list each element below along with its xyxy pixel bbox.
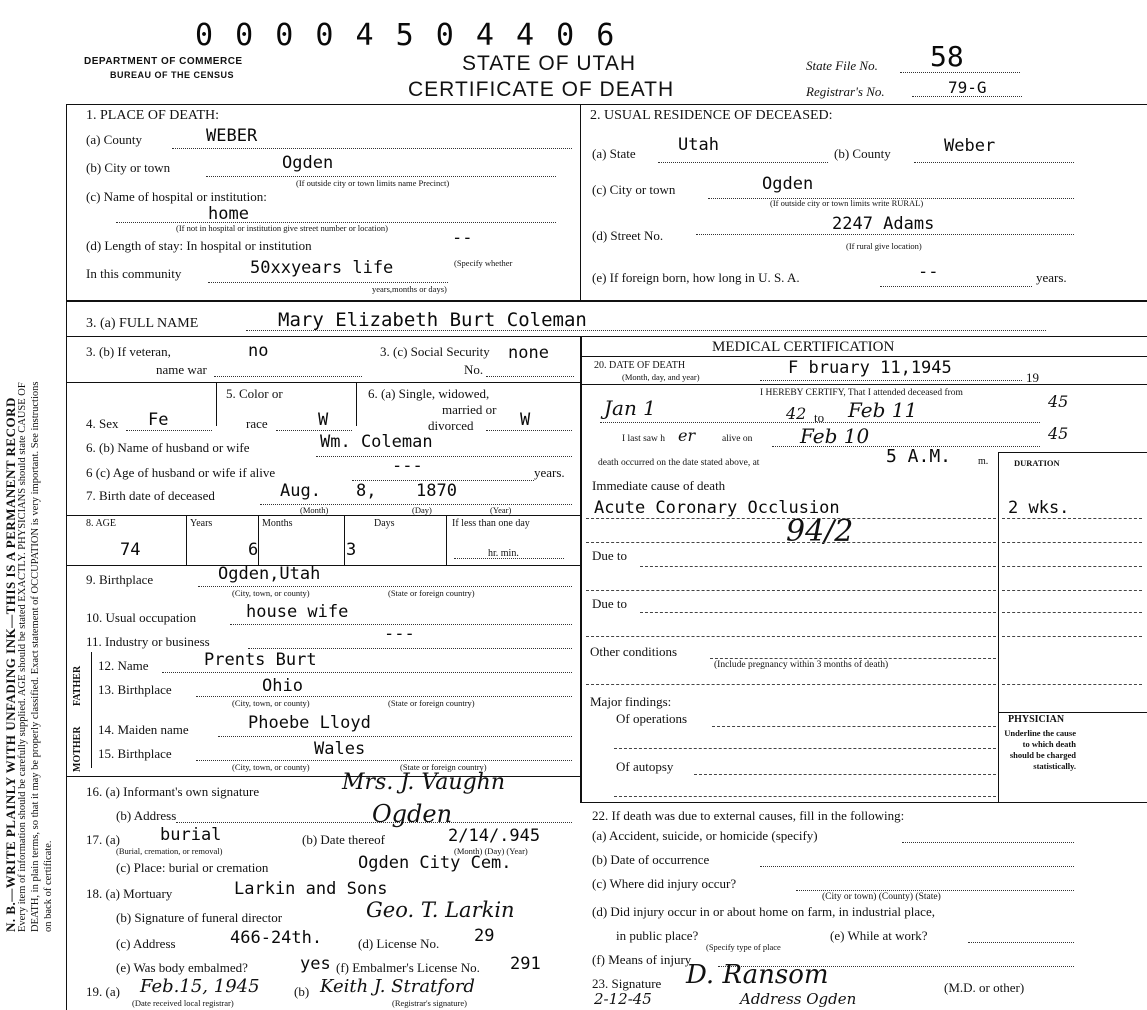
external-f-cap: (Specify type of place bbox=[706, 942, 781, 952]
attend-from-year: 42 bbox=[786, 404, 807, 423]
mortuary-address: 466-24th. bbox=[230, 928, 323, 948]
social-sub: No. bbox=[464, 362, 484, 377]
father-name-label: 12. Name bbox=[98, 658, 149, 673]
res-street-label: (d) Street No. bbox=[592, 228, 664, 243]
occurred-label: death occurred on the date stated above, at bbox=[598, 458, 760, 468]
year-cap: (Year) bbox=[490, 505, 512, 515]
informant-address-label: (b) Address bbox=[116, 808, 177, 823]
embalmed: yes bbox=[300, 954, 331, 974]
external-heading: 22. If death was due to external causes, fill in the following: bbox=[592, 808, 905, 823]
major-findings-label: Major findings: bbox=[590, 694, 672, 709]
hospital-label: (c) Name of hospital or institution: bbox=[86, 189, 267, 204]
spouse-age-unit: years. bbox=[534, 465, 565, 480]
birthplace: Ogden,Utah bbox=[218, 564, 321, 584]
last-seen-year: 45 bbox=[1048, 424, 1069, 443]
immediate-cause: Acute Coronary Occlusion bbox=[594, 498, 840, 518]
place-of-death-heading: 1. PLACE OF DEATH: bbox=[86, 108, 220, 123]
res-foreign-label: (e) If foreign born, how long in U. S. A. bbox=[592, 270, 800, 285]
father-bp-label: 13. Birthplace bbox=[98, 682, 172, 697]
veteran-label: 3. (b) If veteran, bbox=[86, 344, 171, 359]
dept-line-1: DEPARTMENT OF COMMERCE bbox=[84, 56, 243, 67]
mother-bp-label: 15. Birthplace bbox=[98, 746, 172, 761]
age-days: 3 bbox=[346, 540, 357, 560]
father-name: Prents Burt bbox=[204, 650, 317, 670]
occupation-label: 10. Usual occupation bbox=[86, 610, 197, 625]
dod-19: 19 bbox=[1026, 370, 1039, 385]
full-name: Mary Elizabeth Burt Coleman bbox=[278, 309, 587, 331]
father-tag: FATHER bbox=[72, 665, 83, 706]
hospital: home bbox=[208, 204, 249, 224]
sidebar-line-4: on back of certificate. bbox=[43, 840, 54, 932]
director-label: (b) Signature of funeral director bbox=[116, 910, 283, 925]
res-county: Weber bbox=[944, 136, 996, 156]
last-seen-label: I last saw h bbox=[622, 434, 666, 444]
dod-label: 20. DATE OF DEATH bbox=[594, 360, 686, 371]
embalmer: 291 bbox=[510, 954, 541, 974]
informant-signature: Mrs. J. Vaughn bbox=[342, 770, 505, 795]
social-label: 3. (c) Social Security bbox=[380, 344, 490, 359]
res-street: 2247 Adams bbox=[832, 214, 935, 234]
community-label: In this community bbox=[86, 266, 182, 281]
burial-date: 2/14/.945 bbox=[448, 826, 541, 846]
attend-from: Jan 1 bbox=[604, 396, 656, 420]
external-d-2: in public place? bbox=[616, 928, 699, 943]
disposal-label: 17. (a) bbox=[86, 832, 120, 847]
mother-bp-cap-2: (State or foreign country) bbox=[400, 762, 487, 772]
marital-label-3: divorced bbox=[428, 418, 474, 433]
md-label: (M.D. or other) bbox=[944, 980, 1025, 995]
to-label: to bbox=[814, 410, 825, 425]
physician-head: PHYSICIAN bbox=[1008, 714, 1065, 725]
mortuary: Larkin and Sons bbox=[234, 879, 388, 899]
spouse: Wm. Coleman bbox=[320, 432, 433, 452]
spouse-label: 6. (b) Name of husband or wife bbox=[86, 440, 250, 455]
license: 29 bbox=[474, 926, 495, 946]
date-of-death: F bruary 11,1945 bbox=[788, 358, 952, 378]
informant-address: Ogden bbox=[372, 800, 453, 828]
occupation: house wife bbox=[246, 602, 349, 622]
birth-year: 1870 bbox=[416, 481, 457, 501]
external-a: (a) Accident, suicide, or homicide (specify) bbox=[592, 828, 818, 843]
res-years-label: years. bbox=[1036, 270, 1067, 285]
birthplace-cap-1: (City, town, or county) bbox=[232, 588, 310, 598]
father-bp: Ohio bbox=[262, 676, 303, 696]
attend-to-year: 45 bbox=[1048, 392, 1069, 411]
specify-note-2: years,months or days) bbox=[372, 284, 447, 294]
sidebar-line-1: N. B.—WRITE PLAINLY WITH UNFADING INK—THIS IS A PERMANENT RECORD bbox=[3, 397, 18, 932]
res-city-label: (c) City or town bbox=[592, 182, 676, 197]
received-date: Feb.15, 1945 bbox=[140, 976, 260, 997]
burial-date-label: (b) Date thereof bbox=[302, 832, 386, 847]
last-seen-her: er bbox=[678, 426, 696, 445]
immediate-label: Immediate cause of death bbox=[592, 478, 726, 493]
informant-label: 16. (a) Informant's own signature bbox=[86, 784, 260, 799]
mother-bp: Wales bbox=[314, 739, 366, 759]
disposal: burial bbox=[160, 825, 222, 845]
state-file-value: 58 bbox=[930, 40, 964, 73]
age-label: 8. AGE bbox=[86, 518, 116, 529]
dod-cap: (Month, day, and year) bbox=[622, 372, 700, 382]
operations-label: Of operations bbox=[616, 711, 688, 726]
cause-code: 94/2 bbox=[786, 514, 854, 549]
father-bp-cap-1: (City, town, or county) bbox=[232, 698, 310, 708]
certify-text: I HEREBY CERTIFY, That I attended deceased from bbox=[760, 388, 963, 398]
marital-label: 6. (a) Single, widowed, bbox=[368, 386, 490, 401]
external-f: (f) Means of injury bbox=[592, 952, 692, 967]
disposal-cap: (Burial, cremation, or removal) bbox=[116, 846, 223, 856]
veteran-sub: name war bbox=[156, 362, 207, 377]
father-bp-cap-2: (State or foreign country) bbox=[388, 698, 475, 708]
physician-signature: D. Ransom bbox=[686, 960, 829, 990]
duration-head: DURATION bbox=[1014, 458, 1060, 468]
social: none bbox=[508, 343, 549, 363]
death-city-note: (If outside city or town limits name Precinct) bbox=[296, 178, 450, 188]
birthplace-cap-2: (State or foreign country) bbox=[388, 588, 475, 598]
mortuary-label: 18. (a) Mortuary bbox=[86, 886, 173, 901]
veteran: no bbox=[248, 341, 269, 361]
res-county-label: (b) County bbox=[834, 146, 891, 161]
mother-tag: MOTHER bbox=[72, 726, 83, 772]
birth-label: 7. Birth date of deceased bbox=[86, 488, 215, 503]
race: W bbox=[318, 410, 329, 430]
attend-to: Feb 11 bbox=[848, 398, 918, 422]
birth-day: 8, bbox=[356, 481, 377, 501]
specify-note: (Specify whether bbox=[454, 258, 513, 268]
registrar-sig-cap: (Registrar's signature) bbox=[392, 998, 467, 1008]
res-state: Utah bbox=[678, 135, 719, 155]
sidebar-line-3: DEATH, in plain terms, so that it may be properly classified. Exact statement of OCCUPATION is very important. See instructions bbox=[30, 381, 41, 932]
days-cap: Days bbox=[374, 518, 395, 529]
death-county-label: (a) County bbox=[86, 132, 142, 147]
res-foreign: -- bbox=[918, 262, 939, 282]
received-cap: (Date received local registrar) bbox=[132, 998, 234, 1008]
external-c: (c) Where did injury occur? bbox=[592, 876, 737, 891]
sex: Fe bbox=[148, 410, 169, 430]
autopsy-label: Of autopsy bbox=[616, 759, 674, 774]
less-day-cap: If less than one day bbox=[452, 518, 530, 529]
external-e: (e) While at work? bbox=[830, 928, 928, 943]
residence-heading: 2. USUAL RESIDENCE OF DECEASED: bbox=[590, 108, 833, 123]
registrar-value: 79-G bbox=[948, 78, 987, 97]
marital: W bbox=[520, 410, 531, 430]
spouse-age: --- bbox=[392, 456, 423, 476]
age-years: 74 bbox=[120, 540, 141, 560]
res-city: Ogden bbox=[762, 174, 814, 194]
external-b: (b) Date of occurrence bbox=[592, 852, 710, 867]
mother-name: Phoebe Lloyd bbox=[248, 713, 371, 733]
mother-name-label: 14. Maiden name bbox=[98, 722, 189, 737]
signature-label: 23. Signature bbox=[592, 976, 662, 991]
external-d: (d) Did injury occur in or about home on farm, in industrial place, bbox=[592, 904, 935, 919]
stay-hospital: -- bbox=[452, 228, 473, 248]
physician-note: Underline the cause to which death should be charged statistically. bbox=[1004, 728, 1076, 771]
hr-min: hr. min. bbox=[488, 548, 519, 559]
registrar-signature: Keith J. Stratford bbox=[320, 976, 475, 997]
res-state-label: (a) State bbox=[592, 146, 636, 161]
death-city-label: (b) City or town bbox=[86, 160, 171, 175]
sidebar-line-2: Every item of information should be carefully supplied. AGE should be stated EXACTLY. PHYSICIANS should state CAUSE OF bbox=[17, 382, 28, 932]
color-label: 5. Color or bbox=[226, 386, 283, 401]
industry-label: 11. Industry or business bbox=[86, 634, 210, 649]
other-conditions-cap: (Include pregnancy within 3 months of death) bbox=[714, 660, 889, 670]
license-label: (d) License No. bbox=[358, 936, 440, 951]
spouse-age-label: 6 (c) Age of husband or wife if alive bbox=[86, 465, 276, 480]
embalmed-label: (e) Was body embalmed? bbox=[116, 960, 248, 975]
marital-label-2: married or bbox=[442, 402, 497, 417]
res-street-note: (If rural give location) bbox=[846, 241, 922, 251]
doc-title: CERTIFICATE OF DEATH bbox=[408, 78, 675, 101]
medical-heading: MEDICAL CERTIFICATION bbox=[712, 339, 895, 355]
res-city-note: (If outside city or town limits write RURAL) bbox=[770, 198, 924, 208]
stay-label: (d) Length of stay: In hospital or institution bbox=[86, 238, 312, 253]
signature-address: Address Ogden bbox=[740, 990, 857, 1008]
death-county: WEBER bbox=[206, 126, 258, 146]
months-cap: Months bbox=[262, 518, 293, 529]
embalmer-label: (f) Embalmer's License No. bbox=[336, 960, 480, 975]
burial-place-label: (c) Place: burial or cremation bbox=[116, 860, 269, 875]
dept-line-2: BUREAU OF THE CENSUS bbox=[110, 70, 235, 80]
due-to-2: Due to bbox=[592, 596, 628, 611]
mother-bp-cap-1: (City, town, or county) bbox=[232, 762, 310, 772]
hospital-note: (If not in hospital or institution give street number or location) bbox=[176, 223, 388, 233]
industry: --- bbox=[384, 624, 415, 644]
state-title: STATE OF UTAH bbox=[462, 52, 636, 75]
state-file-label: State File No. bbox=[806, 58, 878, 73]
m-label: m. bbox=[978, 456, 989, 467]
years-cap: Years bbox=[190, 518, 213, 529]
race-label: race bbox=[246, 416, 268, 431]
sex-label: 4. Sex bbox=[86, 416, 119, 431]
other-conditions-label: Other conditions bbox=[590, 644, 678, 659]
director-signature: Geo. T. Larkin bbox=[366, 898, 515, 922]
external-c-cap: (City or town) (County) (State) bbox=[822, 892, 941, 902]
day-cap: (Day) bbox=[412, 505, 432, 515]
duration: 2 wks. bbox=[1008, 498, 1070, 518]
signature-date: 2-12-45 bbox=[594, 990, 652, 1008]
alive-label: alive on bbox=[722, 434, 753, 444]
registrar-sig-label: (b) bbox=[294, 984, 310, 999]
mortuary-address-label: (c) Address bbox=[116, 936, 176, 951]
time-of-death: 5 A.M. bbox=[886, 446, 952, 467]
registrar-label: Registrar's No. bbox=[806, 84, 885, 99]
birth-month: Aug. bbox=[280, 481, 321, 501]
full-name-label: 3. (a) FULL NAME bbox=[86, 316, 199, 331]
month-cap: (Month) bbox=[300, 505, 329, 515]
received-label: 19. (a) bbox=[86, 984, 120, 999]
community: 50xxyears life bbox=[250, 258, 394, 278]
burial-place: Ogden City Cem. bbox=[358, 853, 512, 873]
burial-date-cap: (Month) (Day) (Year) bbox=[454, 846, 528, 856]
last-seen: Feb 10 bbox=[800, 424, 870, 448]
birthplace-label: 9. Birthplace bbox=[86, 572, 154, 587]
due-to-1: Due to bbox=[592, 548, 628, 563]
age-months: 6 bbox=[248, 540, 259, 560]
death-city: Ogden bbox=[282, 153, 334, 173]
certificate-number: 0 0 0 0 4 5 0 4 4 0 6 bbox=[195, 18, 617, 53]
